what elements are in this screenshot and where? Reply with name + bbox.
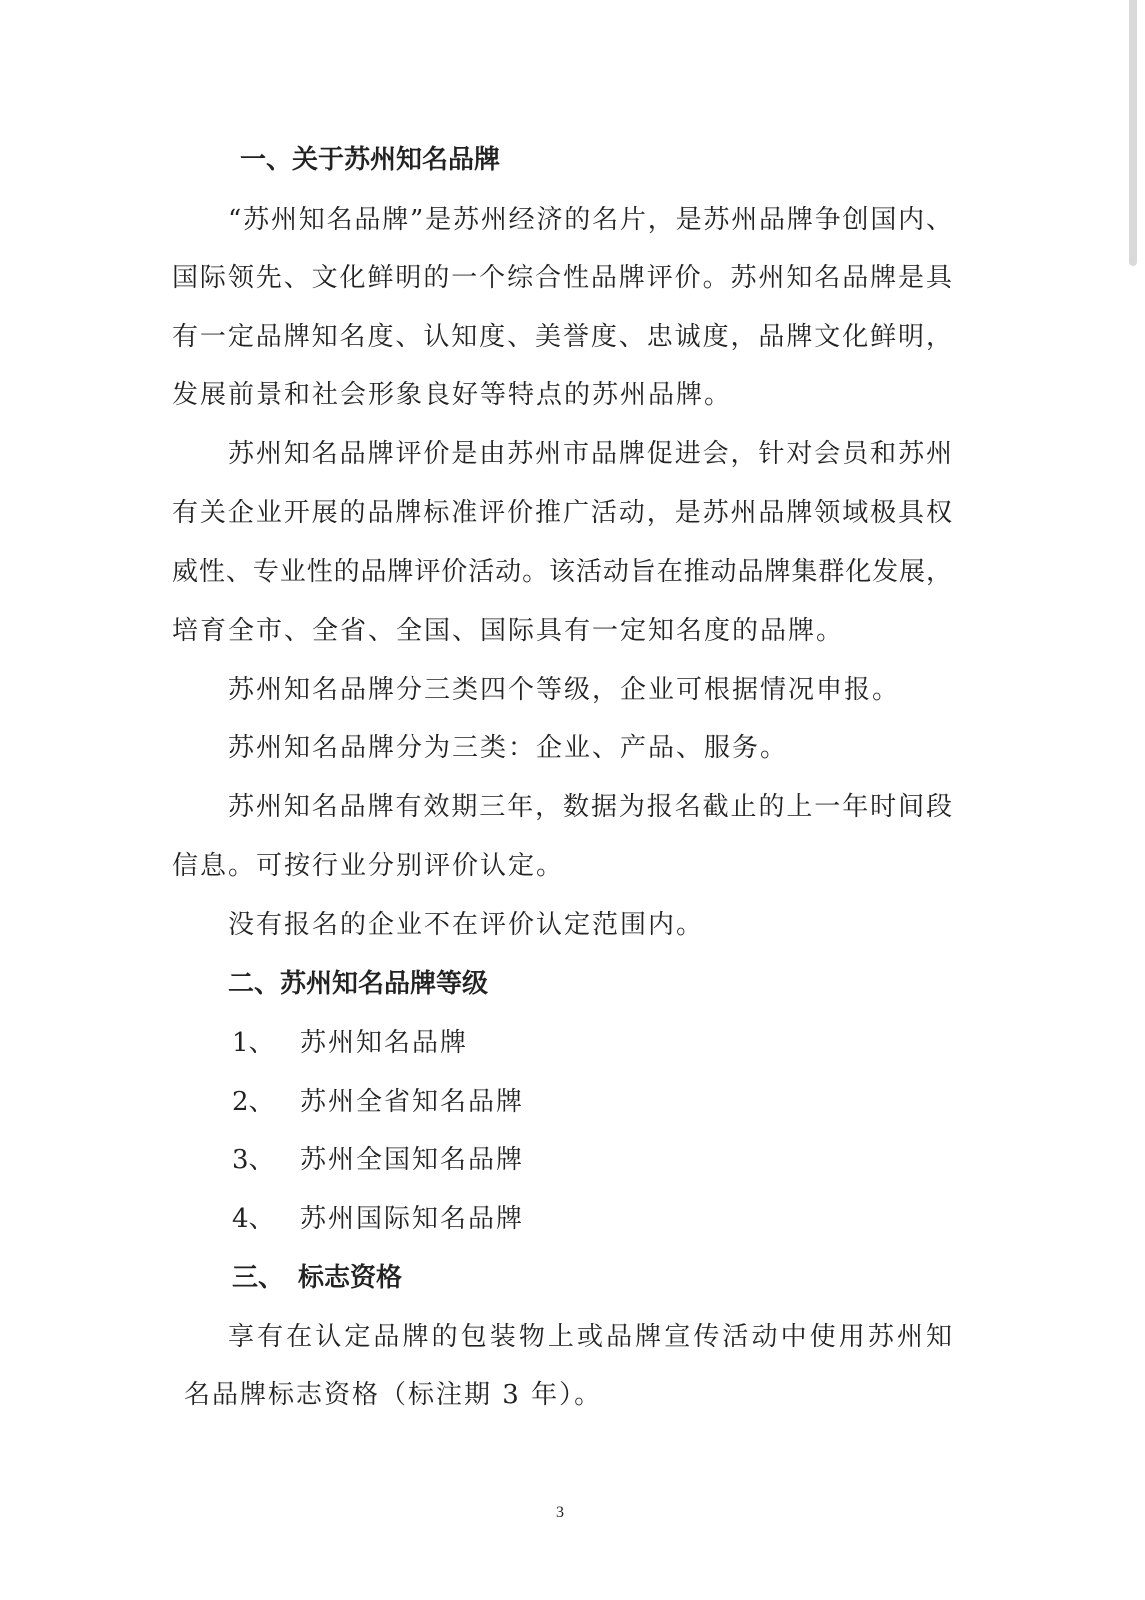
section-heading: 标志资格	[298, 1263, 403, 1293]
level-number: 2、	[232, 1087, 275, 1117]
paragraph-line: 苏州知名品牌分为三类：企业、产品、服务。	[228, 733, 789, 763]
paragraph-line: 苏州知名品牌有效期三年，数据为报名截止的上一年时间段	[228, 792, 952, 822]
scrollbar-track[interactable]	[1123, 0, 1145, 1600]
paragraph-line: 没有报名的企业不在评价认定范围内。	[228, 910, 705, 940]
paragraph-line: 享有在认定品牌的包装物上或品牌宣传活动中使用苏州知	[228, 1322, 952, 1352]
scrollbar-thumb[interactable]	[1129, 0, 1137, 266]
paragraph-line: 苏州知名品牌分三类四个等级，企业可根据情况申报。	[228, 675, 901, 705]
paragraph-line: 名品牌标志资格（标注期 3 年）。	[184, 1380, 603, 1410]
paragraph-line: 培育全市、全省、全国、国际具有一定知名度的品牌。	[172, 616, 845, 646]
paragraph-line: 苏州知名品牌评价是由苏州市品牌促进会，针对会员和苏州	[228, 439, 952, 469]
paragraph-line: “苏州知名品牌”是苏州经济的名片，是苏州品牌争创国内、	[228, 205, 952, 235]
section-heading: 二、苏州知名品牌等级	[228, 969, 489, 999]
level-text: 苏州国际知名品牌	[300, 1204, 525, 1234]
level-number: 3、	[232, 1145, 275, 1175]
paragraph-line: 发展前景和社会形象良好等特点的苏州品牌。	[172, 380, 733, 410]
level-text: 苏州全省知名品牌	[300, 1087, 525, 1117]
section-heading: 一、关于苏州知名品牌	[240, 145, 501, 175]
paragraph-line: 威性、专业性的品牌评价活动。该活动旨在推动品牌集群化发展，	[172, 557, 952, 587]
level-number: 1、	[232, 1028, 275, 1058]
paragraph-line: 国际领先、文化鲜明的一个综合性品牌评价。苏州知名品牌是具	[172, 263, 952, 293]
paragraph-line: 有一定品牌知名度、认知度、美誉度、忠诚度，品牌文化鲜明，	[172, 322, 952, 352]
level-number: 4、	[232, 1204, 275, 1234]
paragraph-line: 有关企业开展的品牌标准评价推广活动，是苏州品牌领域极具权	[172, 498, 952, 528]
paragraph-line: 信息。可按行业分别评价认定。	[172, 851, 565, 881]
level-text: 苏州全国知名品牌	[300, 1145, 525, 1175]
page-number: 3	[556, 1504, 564, 1521]
level-text: 苏州知名品牌	[300, 1028, 469, 1058]
section-heading-number: 三、	[232, 1263, 285, 1293]
